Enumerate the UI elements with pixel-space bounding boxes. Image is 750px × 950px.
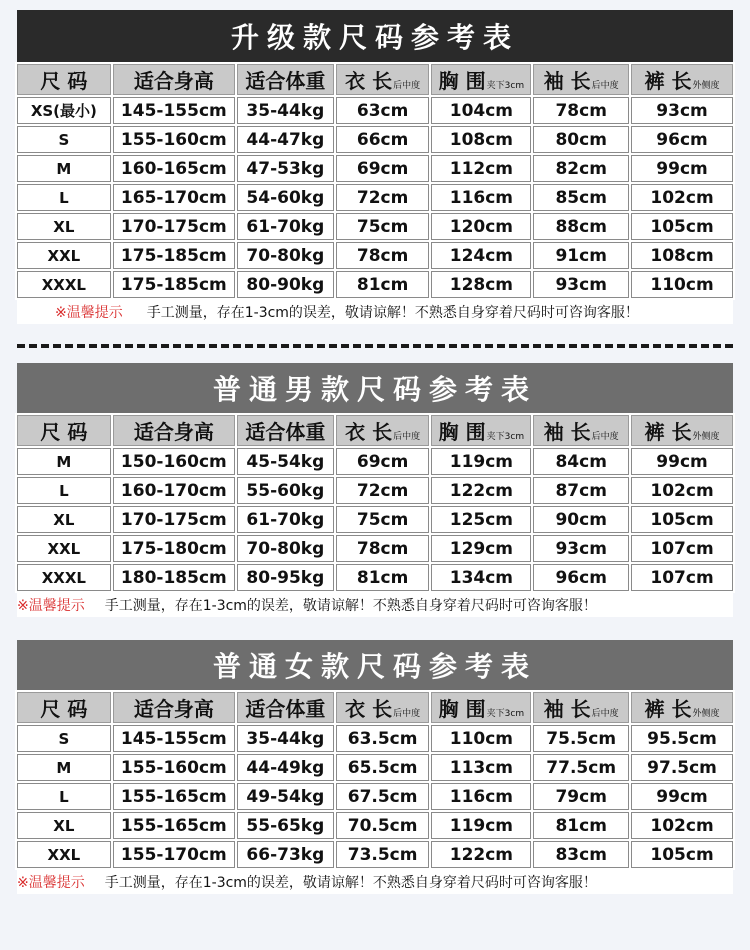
header-size xyxy=(17,692,111,723)
header-pants-note: 外侧度 xyxy=(692,81,720,91)
women-size-chart xyxy=(17,640,733,894)
header-size-label: 尺 码 xyxy=(40,69,88,93)
size-cell: XL xyxy=(17,213,111,240)
warm-tip-text: 手工测量，存在1-3cm的误差，敬请谅解！不熟悉自身穿着尺码时可咨询客服！ xyxy=(104,875,597,891)
length-cell: 65.5cm xyxy=(336,754,430,781)
length-cell: 63.5cm xyxy=(336,725,430,752)
length-cell: 78cm xyxy=(336,535,430,562)
size-cell: M xyxy=(17,448,111,475)
pants-cell: 93cm xyxy=(631,97,733,124)
chest-cell: 104cm xyxy=(431,97,531,124)
pants-cell: 99cm xyxy=(631,155,733,182)
weight-cell: 44-49kg xyxy=(237,754,334,781)
header-pants-note: 外侧度 xyxy=(692,709,720,719)
weight-cell: 55-60kg xyxy=(237,477,334,504)
height-cell: 160-170cm xyxy=(113,477,235,504)
weight-cell: 54-60kg xyxy=(237,184,334,211)
header-height-label: 适合身高 xyxy=(133,697,214,721)
table-row xyxy=(17,213,733,240)
pants-cell: 99cm xyxy=(631,783,733,810)
weight-cell: 66-73kg xyxy=(237,841,334,868)
chart-title: 普通女款尺码参考表 xyxy=(17,640,733,690)
header-weight xyxy=(237,415,334,446)
length-cell: 66cm xyxy=(336,126,430,153)
chart-title: 普通男款尺码参考表 xyxy=(17,363,733,413)
header-pants-label: 裤 长 xyxy=(644,420,692,444)
size-table xyxy=(15,413,735,593)
pants-cell: 107cm xyxy=(631,535,733,562)
size-cell: XL xyxy=(17,506,111,533)
weight-cell: 80-95kg xyxy=(237,564,334,591)
weight-cell: 49-54kg xyxy=(237,783,334,810)
table-row xyxy=(17,271,733,298)
size-cell: XXL xyxy=(17,242,111,269)
size-cell: S xyxy=(17,725,111,752)
size-cell: XXL xyxy=(17,841,111,868)
chest-cell: 134cm xyxy=(431,564,531,591)
height-cell: 155-160cm xyxy=(113,754,235,781)
pants-cell: 105cm xyxy=(631,213,733,240)
weight-cell: 70-80kg xyxy=(237,242,334,269)
sleeve-cell: 96cm xyxy=(533,564,629,591)
length-cell: 72cm xyxy=(336,184,430,211)
header-size-label: 尺 码 xyxy=(40,697,88,721)
chest-cell: 112cm xyxy=(431,155,531,182)
sleeve-cell: 87cm xyxy=(533,477,629,504)
header-height-label: 适合身高 xyxy=(133,69,214,93)
height-cell: 155-165cm xyxy=(113,783,235,810)
chest-cell: 116cm xyxy=(431,184,531,211)
header-weight-label: 适合体重 xyxy=(245,69,326,93)
pants-cell: 102cm xyxy=(631,477,733,504)
table-row xyxy=(17,812,733,839)
header-length-note: 后中度 xyxy=(393,432,421,442)
table-row xyxy=(17,506,733,533)
weight-cell: 35-44kg xyxy=(237,97,334,124)
pants-cell: 105cm xyxy=(631,841,733,868)
header-sleeve xyxy=(533,415,629,446)
warm-tip-label: ※温馨提示 xyxy=(55,305,123,321)
length-cell: 75cm xyxy=(336,506,430,533)
sleeve-cell: 77.5cm xyxy=(533,754,629,781)
header-height xyxy=(113,64,235,95)
table-row xyxy=(17,841,733,868)
length-cell: 81cm xyxy=(336,564,430,591)
table-row xyxy=(17,126,733,153)
length-cell: 63cm xyxy=(336,97,430,124)
chart-title: 升级款尺码参考表 xyxy=(17,10,733,62)
height-cell: 145-155cm xyxy=(113,97,235,124)
height-cell: 175-185cm xyxy=(113,271,235,298)
header-chest-label: 胸 围 xyxy=(438,697,486,721)
header-chest-label: 胸 围 xyxy=(438,69,486,93)
header-height-label: 适合身高 xyxy=(133,420,214,444)
chest-cell: 122cm xyxy=(431,477,531,504)
header-length-label: 衣 长 xyxy=(345,420,393,444)
header-length-note: 后中度 xyxy=(393,709,421,719)
length-cell: 81cm xyxy=(336,271,430,298)
length-cell: 75cm xyxy=(336,213,430,240)
chest-cell: 119cm xyxy=(431,812,531,839)
pants-cell: 102cm xyxy=(631,184,733,211)
chest-cell: 108cm xyxy=(431,126,531,153)
header-chest-note: 夹下3cm xyxy=(486,432,525,442)
sleeve-cell: 83cm xyxy=(533,841,629,868)
header-pants-note: 外侧度 xyxy=(692,432,720,442)
header-chest-note: 夹下3cm xyxy=(486,709,525,719)
weight-cell: 70-80kg xyxy=(237,535,334,562)
size-table xyxy=(15,690,735,870)
header-sleeve-note: 后中度 xyxy=(591,81,619,91)
chest-cell: 120cm xyxy=(431,213,531,240)
header-length-label: 衣 长 xyxy=(345,69,393,93)
table-row xyxy=(17,535,733,562)
sleeve-cell: 93cm xyxy=(533,271,629,298)
chest-cell: 124cm xyxy=(431,242,531,269)
size-cell: L xyxy=(17,783,111,810)
pants-cell: 97.5cm xyxy=(631,754,733,781)
sleeve-cell: 80cm xyxy=(533,126,629,153)
chest-cell: 119cm xyxy=(431,448,531,475)
men-size-chart xyxy=(17,363,733,617)
header-sleeve-note: 后中度 xyxy=(591,709,619,719)
pants-cell: 102cm xyxy=(631,812,733,839)
pants-cell: 105cm xyxy=(631,506,733,533)
chest-cell: 129cm xyxy=(431,535,531,562)
table-header-row xyxy=(17,415,733,446)
height-cell: 145-155cm xyxy=(113,725,235,752)
header-pants-label: 裤 长 xyxy=(644,69,692,93)
length-cell: 67.5cm xyxy=(336,783,430,810)
chest-cell: 125cm xyxy=(431,506,531,533)
table-row xyxy=(17,448,733,475)
chest-cell: 116cm xyxy=(431,783,531,810)
header-pants xyxy=(631,692,733,723)
table-row xyxy=(17,725,733,752)
sleeve-cell: 79cm xyxy=(533,783,629,810)
weight-cell: 80-90kg xyxy=(237,271,334,298)
sleeve-cell: 85cm xyxy=(533,184,629,211)
table-header-row xyxy=(17,64,733,95)
height-cell: 175-185cm xyxy=(113,242,235,269)
weight-cell: 45-54kg xyxy=(237,448,334,475)
header-length xyxy=(336,692,430,723)
header-sleeve-label: 袖 长 xyxy=(543,420,591,444)
size-cell: XXXL xyxy=(17,564,111,591)
header-chest-note: 夹下3cm xyxy=(486,81,525,91)
sleeve-cell: 81cm xyxy=(533,812,629,839)
chest-cell: 110cm xyxy=(431,725,531,752)
height-cell: 155-165cm xyxy=(113,812,235,839)
height-cell: 170-175cm xyxy=(113,213,235,240)
chest-cell: 122cm xyxy=(431,841,531,868)
height-cell: 150-160cm xyxy=(113,448,235,475)
sleeve-cell: 84cm xyxy=(533,448,629,475)
table-row xyxy=(17,564,733,591)
warm-tip xyxy=(17,300,733,324)
chest-cell: 113cm xyxy=(431,754,531,781)
height-cell: 155-170cm xyxy=(113,841,235,868)
length-cell: 69cm xyxy=(336,155,430,182)
length-cell: 78cm xyxy=(336,242,430,269)
size-cell: XL xyxy=(17,812,111,839)
size-cell: XXL xyxy=(17,535,111,562)
header-height xyxy=(113,415,235,446)
size-table xyxy=(15,62,735,300)
warm-tip-label: ※温馨提示 xyxy=(17,875,85,891)
sleeve-cell: 93cm xyxy=(533,535,629,562)
weight-cell: 35-44kg xyxy=(237,725,334,752)
table-header-row xyxy=(17,692,733,723)
table-row xyxy=(17,184,733,211)
header-chest xyxy=(431,64,531,95)
sleeve-cell: 78cm xyxy=(533,97,629,124)
height-cell: 165-170cm xyxy=(113,184,235,211)
warm-tip-text: 手工测量，存在1-3cm的误差，敬请谅解！不熟悉自身穿着尺码时可咨询客服！ xyxy=(104,598,597,614)
header-sleeve-label: 袖 长 xyxy=(543,697,591,721)
header-pants-label: 裤 长 xyxy=(644,697,692,721)
header-chest-label: 胸 围 xyxy=(438,420,486,444)
pants-cell: 110cm xyxy=(631,271,733,298)
size-cell: L xyxy=(17,477,111,504)
header-pants xyxy=(631,64,733,95)
sleeve-cell: 82cm xyxy=(533,155,629,182)
header-weight-label: 适合体重 xyxy=(245,420,326,444)
pants-cell: 107cm xyxy=(631,564,733,591)
size-cell: L xyxy=(17,184,111,211)
header-length xyxy=(336,415,430,446)
weight-cell: 61-70kg xyxy=(237,213,334,240)
header-length-label: 衣 长 xyxy=(345,697,393,721)
size-cell: M xyxy=(17,754,111,781)
header-chest xyxy=(431,692,531,723)
sleeve-cell: 88cm xyxy=(533,213,629,240)
chest-cell: 128cm xyxy=(431,271,531,298)
pants-cell: 108cm xyxy=(631,242,733,269)
warm-tip xyxy=(17,593,733,617)
table-row xyxy=(17,97,733,124)
table-row xyxy=(17,242,733,269)
header-size xyxy=(17,415,111,446)
warm-tip-label: ※温馨提示 xyxy=(17,598,85,614)
header-size xyxy=(17,64,111,95)
header-height xyxy=(113,692,235,723)
header-length-note: 后中度 xyxy=(393,81,421,91)
table-row xyxy=(17,754,733,781)
header-sleeve xyxy=(533,692,629,723)
length-cell: 73.5cm xyxy=(336,841,430,868)
height-cell: 175-180cm xyxy=(113,535,235,562)
table-row xyxy=(17,783,733,810)
table-row xyxy=(17,155,733,182)
weight-cell: 61-70kg xyxy=(237,506,334,533)
size-cell: XXXL xyxy=(17,271,111,298)
dashed-divider xyxy=(17,344,733,348)
upgrade-size-chart xyxy=(17,10,733,324)
table-row xyxy=(17,477,733,504)
height-cell: 155-160cm xyxy=(113,126,235,153)
header-sleeve xyxy=(533,64,629,95)
size-cell: S xyxy=(17,126,111,153)
header-weight-label: 适合体重 xyxy=(245,697,326,721)
height-cell: 160-165cm xyxy=(113,155,235,182)
sleeve-cell: 91cm xyxy=(533,242,629,269)
warm-tip-text: 手工测量，存在1-3cm的误差，敬请谅解！不熟悉自身穿着尺码时可咨询客服！ xyxy=(146,305,639,321)
header-weight xyxy=(237,692,334,723)
pants-cell: 96cm xyxy=(631,126,733,153)
height-cell: 180-185cm xyxy=(113,564,235,591)
sleeve-cell: 75.5cm xyxy=(533,725,629,752)
length-cell: 72cm xyxy=(336,477,430,504)
size-cell: M xyxy=(17,155,111,182)
pants-cell: 99cm xyxy=(631,448,733,475)
header-length xyxy=(336,64,430,95)
length-cell: 70.5cm xyxy=(336,812,430,839)
sleeve-cell: 90cm xyxy=(533,506,629,533)
weight-cell: 44-47kg xyxy=(237,126,334,153)
header-weight xyxy=(237,64,334,95)
length-cell: 69cm xyxy=(336,448,430,475)
height-cell: 170-175cm xyxy=(113,506,235,533)
header-pants xyxy=(631,415,733,446)
weight-cell: 47-53kg xyxy=(237,155,334,182)
header-size-label: 尺 码 xyxy=(40,420,88,444)
header-sleeve-note: 后中度 xyxy=(591,432,619,442)
header-chest xyxy=(431,415,531,446)
weight-cell: 55-65kg xyxy=(237,812,334,839)
pants-cell: 95.5cm xyxy=(631,725,733,752)
warm-tip xyxy=(17,870,733,894)
size-cell: XS(最小) xyxy=(17,97,111,124)
header-sleeve-label: 袖 长 xyxy=(543,69,591,93)
